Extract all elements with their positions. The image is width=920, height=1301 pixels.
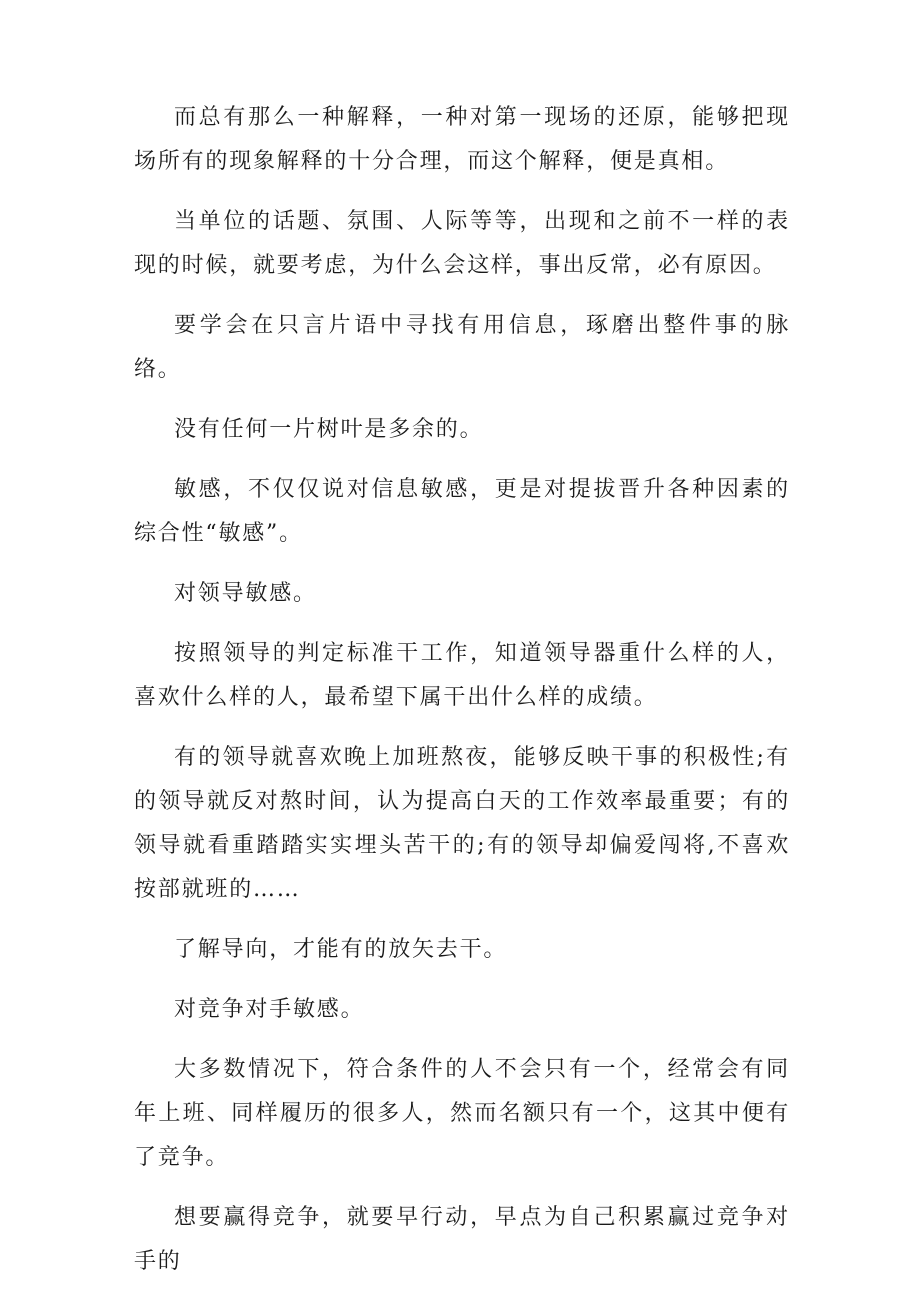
paragraph-12: 想要赢得竞争，就要早行动，早点为自己积累赢过竞争对手的: [134, 1205, 790, 1274]
paragraph-3: 要学会在只言片语中寻找有用信息，琢磨出整件事的脉络。: [134, 313, 790, 382]
paragraph-5: 敏感，不仅仅说对信息敏感，更是对提拔晋升各种因素的综合性“敏感”。: [134, 477, 790, 546]
paragraph-8: 有的领导就喜欢晚上加班熬夜，能够反映干事的积极性;有的领导就反对熬时间，认为提高白天的工作效率最重要；有的领导就看重踏踏实实埋头苦干的;有的领导却偏爱闯将,不喜欢按部就班的……: [134, 745, 790, 902]
paragraph-4: 没有任何一片树叶是多余的。: [174, 417, 484, 442]
paragraph-9: 了解导向，才能有的放矢去干。: [174, 937, 508, 962]
paragraph-6: 对领导敏感。: [174, 581, 317, 606]
document-body: [134, 96, 790, 1300]
paragraph-7: 按照领导的判定标准干工作，知道领导器重什么样的人，喜欢什么样的人，最希望下属干出什么样的成绩。: [134, 641, 790, 710]
paragraph-1: 而总有那么一种解释，一种对第一现场的还原，能够把现场所有的现象解释的十分合理，而这个解释，便是真相。: [134, 105, 790, 174]
paragraph-2: 当单位的话题、氛围、人际等等，出现和之前不一样的表现的时候，就要考虑，为什么会这样，事出反常，必有原因。: [134, 209, 790, 278]
paragraph-10: 对竞争对手敏感。: [174, 997, 365, 1022]
paragraph-11: 大多数情况下，符合条件的人不会只有一个，经常会有同年上班、同样履历的很多人，然而名额只有一个，这其中便有了竞争。: [134, 1057, 790, 1170]
